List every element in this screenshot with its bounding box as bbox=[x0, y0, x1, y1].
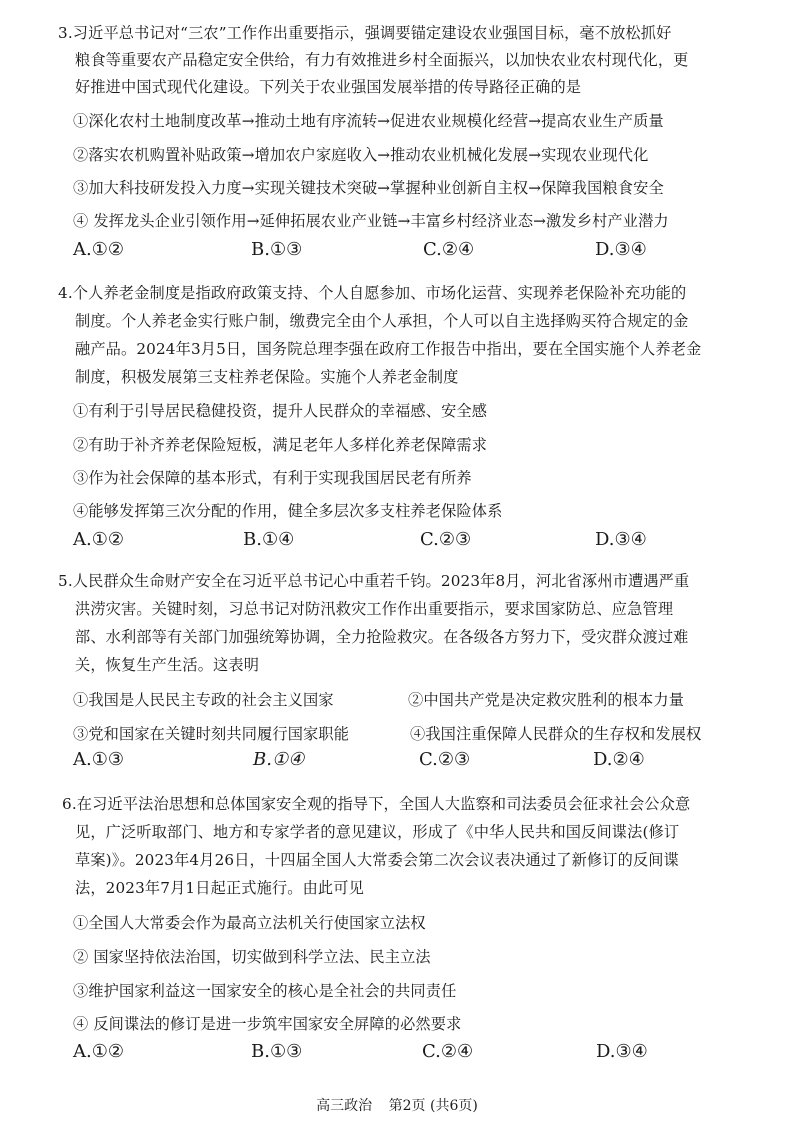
question-3-choice-c[interactable]: C.②④ bbox=[423, 239, 475, 260]
question-5-choices bbox=[73, 748, 733, 772]
footer-page-number: 第2页 (共6页) bbox=[388, 1098, 478, 1114]
question-6-option-4: ④ 反间谍法的修订是进一步筑牢国家安全屏障的必然要求 bbox=[73, 1015, 462, 1033]
question-4-choice-b[interactable]: B.①④ bbox=[243, 529, 295, 550]
question-4-option-3: ③作为社会保障的基本形式，有利于实现我国居民老有所养 bbox=[73, 469, 472, 487]
question-4-choice-c[interactable]: C.②③ bbox=[420, 529, 472, 550]
question-4-stem-line-3: 融产品。2024年3月5日，国务院总理李强在政府工作报告中指出，要在全国实施个人养老金 bbox=[75, 340, 702, 358]
question-5-option-4: ④我国注重保障人民群众的生存权和发展权 bbox=[410, 725, 702, 743]
question-4-option-1: ①有利于引导居民稳健投资，提升人民群众的幸福感、安全感 bbox=[73, 402, 488, 420]
question-3-stem-line-1: 3.习近平总书记对“三农”工作作出重要指示，强调要锚定建设农业强国目标，毫不放松抓好 bbox=[58, 24, 672, 42]
question-4-stem-line-2: 制度。个人养老金实行账户制，缴费完全由个人承担，个人可以自主选择购买符合规定的金 bbox=[75, 312, 689, 330]
question-3-choice-d[interactable]: D.③④ bbox=[595, 239, 647, 260]
question-3-choices bbox=[73, 238, 733, 262]
question-5-choice-c[interactable]: C.②③ bbox=[419, 749, 471, 770]
question-6-choice-a[interactable]: A.①② bbox=[73, 1041, 124, 1062]
question-5-choice-b[interactable]: B.①④ bbox=[253, 749, 305, 770]
question-5-stem-line-4: 关，恢复生产生活。这表明 bbox=[75, 656, 260, 674]
page-footer bbox=[0, 1096, 794, 1116]
question-5-option-3: ③党和国家在关键时刻共同履行国家职能 bbox=[73, 725, 350, 743]
question-6-stem-line-4: 法，2023年7月1日起正式施行。由此可见 bbox=[75, 879, 364, 897]
question-4-choices bbox=[73, 528, 733, 552]
question-3-stem-line-3: 好推进中国式现代化建设。下列关于农业强国发展举措的传导路径正确的是 bbox=[75, 78, 582, 96]
question-6-stem-line-3: 草案)》。2023年4月26日，十四届全国人大常委会第二次会议表决通过了新修订的反间谍 bbox=[75, 851, 679, 869]
question-3-option-2: ②落实农机购置补贴政策→增加农户家庭收入→推动农业机械化发展→实现农业现代化 bbox=[73, 146, 649, 164]
footer-subject: 高三政治 bbox=[316, 1098, 373, 1114]
question-6-option-1: ①全国人大常委会作为最高立法机关行使国家立法权 bbox=[73, 914, 426, 932]
question-4-stem-line-4: 制度，积极发展第三支柱养老保险。实施个人养老金制度 bbox=[75, 368, 459, 386]
question-5-option-1: ①我国是人民民主专政的社会主义国家 bbox=[73, 691, 334, 709]
question-6-stem-line-1: 6.在习近平法治思想和总体国家安全观的指导下，全国人大监察和司法委员会征求社会公众意 bbox=[62, 795, 691, 813]
question-6-choices bbox=[73, 1040, 733, 1064]
question-5-stem-line-1: 5.人民群众生命财产安全在习近平总书记心中重若千钧。2023年8月，河北省涿州市遭遇严重 bbox=[58, 572, 690, 590]
question-4-option-4: ④能够发挥第三次分配的作用，健全多层次多支柱养老保险体系 bbox=[73, 502, 503, 520]
question-5-choice-a[interactable]: A.①③ bbox=[73, 749, 124, 770]
question-4-option-2: ②有助于补齐养老保险短板，满足老年人多样化养老保障需求 bbox=[73, 436, 488, 454]
question-6-choice-c[interactable]: C.②④ bbox=[422, 1041, 474, 1062]
question-5-stem-line-3: 部、水利部等有关部门加强统筹协调，全力抢险救灾。在各级各方努力下，受灾群众渡过难 bbox=[75, 628, 689, 646]
question-5-stem-line-2: 洪涝灾害。关键时刻，习总书记对防汛救灾工作作出重要指示，要求国家防总、应急管理 bbox=[75, 600, 674, 618]
question-4-choice-d[interactable]: D.③④ bbox=[595, 529, 647, 550]
question-3-option-3: ③加大科技研发投入力度→实现关键技术突破→掌握种业创新自主权→保障我国粮食安全 bbox=[73, 179, 664, 197]
question-5-choice-d[interactable]: D.②④ bbox=[593, 749, 645, 770]
question-6-stem-line-2: 见，广泛听取部门、地方和专家学者的意见建议，形成了《中华人民共和国反间谍法(修订 bbox=[75, 823, 680, 841]
question-6-option-2: ② 国家坚持依法治国，切实做到科学立法、民主立法 bbox=[73, 948, 431, 966]
question-3-option-4: ④ 发挥龙头企业引领作用→延伸拓展农业产业链→丰富乡村经济业态→激发乡村产业潜力 bbox=[73, 212, 669, 230]
question-3-option-1: ①深化农村土地制度改革→推动土地有序流转→促进农业规模化经营→提高农业生产质量 bbox=[73, 112, 664, 130]
question-4-stem-line-1: 4.个人养老金制度是指政府政策支持、个人自愿参加、市场化运营、实现养老保险补充功能的 bbox=[58, 284, 687, 302]
question-3-choice-a[interactable]: A.①② bbox=[73, 239, 124, 260]
question-6-option-3: ③维护国家利益这一国家安全的核心是全社会的共同责任 bbox=[73, 982, 457, 1000]
question-6-choice-d[interactable]: D.③④ bbox=[596, 1041, 648, 1062]
question-6-choice-b[interactable]: B.①③ bbox=[251, 1041, 303, 1062]
question-4-choice-a[interactable]: A.①② bbox=[73, 529, 124, 550]
question-3-stem-line-2: 粮食等重要农产品稳定安全供给，有力有效推进乡村全面振兴，以加快农业农村现代化，更 bbox=[75, 51, 689, 69]
question-3-choice-b[interactable]: B.①③ bbox=[251, 239, 303, 260]
question-5-option-2: ②中国共产党是决定救灾胜利的根本力量 bbox=[408, 691, 685, 709]
